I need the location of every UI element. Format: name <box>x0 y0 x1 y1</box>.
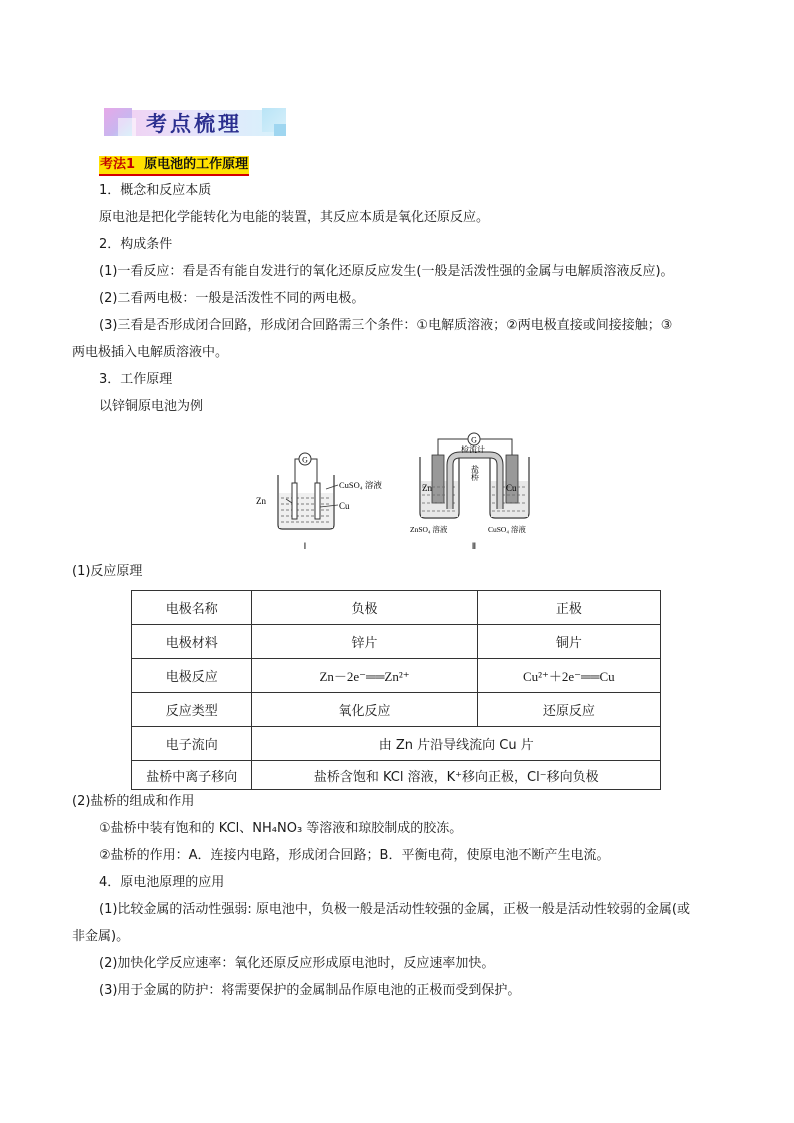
heading-4: 4．原电池原理的应用 <box>99 875 225 890</box>
condition-2: (2)二看两电极：一般是活泼性不同的两电极。 <box>99 291 365 306</box>
galvanic-cell-figure <box>250 425 550 555</box>
reaction-table <box>131 590 661 790</box>
cell2-meter-label: 检流计 <box>461 445 485 454</box>
table-cell: 锌片 <box>252 625 477 659</box>
cell2-right-solution: CuSO₄ 溶液 <box>488 525 526 534</box>
banner-deco-left-inner <box>118 118 136 136</box>
table-row <box>132 727 661 761</box>
cell1-galvanometer: G <box>302 455 308 465</box>
table-cell: 电极名称 <box>132 591 252 625</box>
section-banner <box>104 104 286 138</box>
heading-1: 1．概念和反应本质 <box>99 183 212 198</box>
cell2-left-solution: ZnSO₄ 溶液 <box>410 525 448 534</box>
salt-bridge-function: ②盐桥的作用：A．连接内电路，形成闭合回路；B．平衡电荷，使原电池不断产生电流。 <box>99 848 610 863</box>
kaofa-label: 考法1 <box>100 157 136 172</box>
cell2-bridge-label: 盐桥 <box>470 465 480 481</box>
table-cell: 氧化反应 <box>252 693 477 727</box>
table-cell: Zn－2e⁻══Zn²⁺ <box>252 659 477 693</box>
cell-two <box>410 433 529 551</box>
condition-3-cont: 两电极插入电解质溶液中。 <box>72 345 229 360</box>
table-cell: 盐桥中离子移向 <box>132 761 252 790</box>
cell1-solution-label: CuSO₄ 溶液 <box>339 480 382 490</box>
condition-3: (3)三看是否形成闭合回路，形成闭合回路需三个条件：①电解质溶液；②两电极直接或间接接触；③ <box>99 318 673 333</box>
cell1-cu-label: Cu <box>339 501 350 511</box>
cell1-zn-label: Zn <box>256 496 266 506</box>
table-cell: 电极反应 <box>132 659 252 693</box>
table-cell: 铜片 <box>477 625 660 659</box>
cell2-galvanometer: G <box>471 435 477 445</box>
kaofa-title: 原电池的工作原理 <box>144 157 249 172</box>
kaofa-heading <box>99 156 249 176</box>
example-line: 以锌铜原电池为例 <box>99 399 204 414</box>
table-cell: 正极 <box>477 591 660 625</box>
table-cell: 还原反应 <box>477 693 660 727</box>
section-title: 考点梳理 <box>146 112 242 136</box>
table-row <box>132 761 661 790</box>
application-3: (3)用于金属的防护：将需要保护的金属制品作原电池的正极而受到保护。 <box>99 983 521 998</box>
cell2-cu-label: Cu <box>506 483 517 493</box>
table-row <box>132 625 661 659</box>
cell-one <box>256 453 382 551</box>
table-row <box>132 659 661 693</box>
table-cell: 电子流向 <box>132 727 252 761</box>
cell1-roman-label: Ⅰ <box>303 541 307 551</box>
table-cell: 由 Zn 片沿导线流向 Cu 片 <box>252 727 661 761</box>
heading-2: 2．构成条件 <box>99 237 173 252</box>
application-1: (1)比较金属的活动性强弱: 原电池中，负极一般是活动性较强的金属，正极一般是活动性较弱的金属(或 <box>99 902 690 917</box>
cell2-zn-label: Zn <box>422 483 432 493</box>
application-1-cont: 非金属)。 <box>72 929 130 944</box>
banner-deco-right-inner <box>274 124 286 136</box>
application-2: (2)加快化学反应速率：氧化还原反应形成原电池时，反应速率加快。 <box>99 956 495 971</box>
table-row <box>132 693 661 727</box>
reaction-principle-heading: (1)反应原理 <box>72 564 143 579</box>
table-cell: 负极 <box>252 591 477 625</box>
table-cell: Cu²⁺＋2e⁻══Cu <box>477 659 660 693</box>
table-cell: 盐桥含饱和 KCl 溶液，K⁺移向正极，Cl⁻移向负极 <box>252 761 661 790</box>
condition-1: (1)一看反应：看是否有能自发进行的氧化还原反应发生(一般是活泼性强的金属与电解质溶液反应)。 <box>99 264 674 279</box>
salt-bridge-heading: (2)盐桥的组成和作用 <box>72 794 195 809</box>
heading-3: 3．工作原理 <box>99 372 173 387</box>
table-row <box>132 591 661 625</box>
table-cell: 电极材料 <box>132 625 252 659</box>
cell2-roman-label: Ⅱ <box>471 541 477 551</box>
paragraph-1: 原电池是把化学能转化为电能的装置，其反应本质是氧化还原反应。 <box>99 210 490 225</box>
table-cell: 反应类型 <box>132 693 252 727</box>
salt-bridge-composition: ①盐桥中装有饱和的 KCl、NH₄NO₃ 等溶液和琼胶制成的胶冻。 <box>99 821 463 836</box>
